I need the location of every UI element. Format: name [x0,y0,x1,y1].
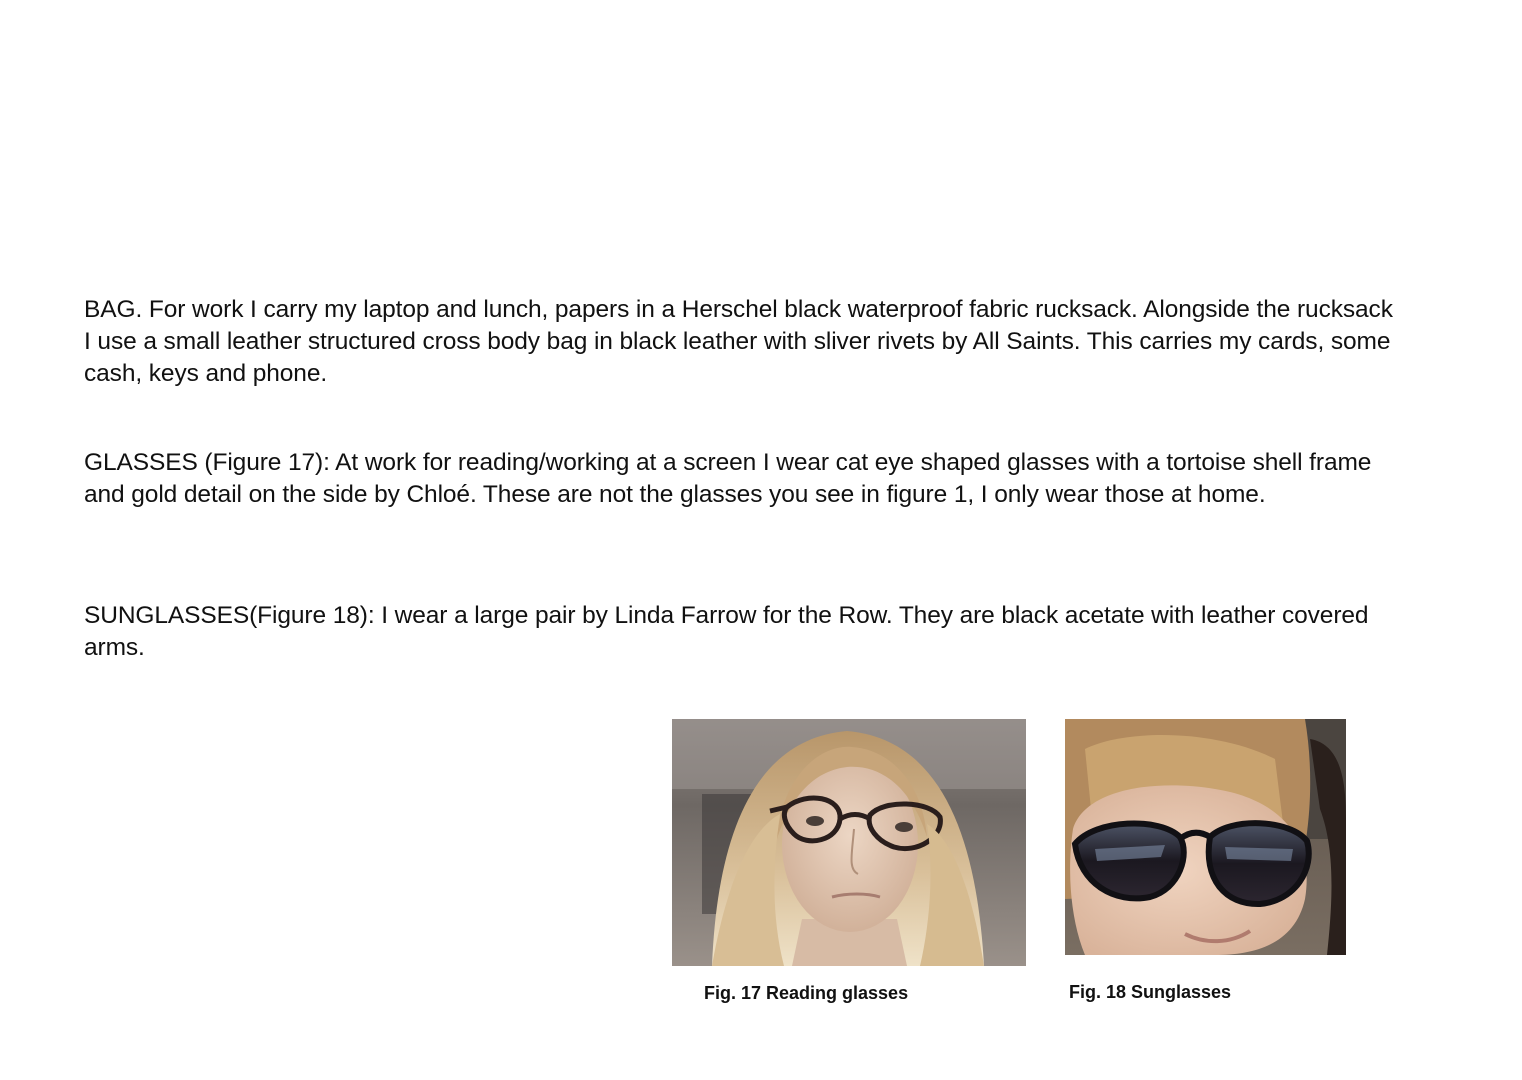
reading-glasses-illustration [672,719,1026,966]
sunglasses-paragraph: SUNGLASSES(Figure 18): I wear a large pair by Linda Farrow for the Row. They are black acetate with leather covered arms. [84,602,1369,661]
bag-paragraph: BAG. For work I carry my laptop and lunch, papers in a Herschel black waterproof fabric rucksack. Alongside the rucksack I use a small leather structured cross body bag in black leather with sliver rivets by All Saints. This carries my cards, some cash, keys and phone. [84,296,1393,387]
sunglasses-illustration [1065,719,1346,955]
fig17-caption: Fig. 17 Reading glasses [704,983,909,1003]
sunglasses-photo [1065,719,1346,955]
reading-glasses-photo [672,719,1026,966]
fig18-caption: Fig. 18 Sunglasses [1069,982,1232,1002]
glasses-paragraph: GLASSES (Figure 17): At work for reading/working at a screen I wear cat eye shaped glasses with a tortoise shell frame and gold detail on the side by Chloé. These are not the glasses you see in figure 1, I only wear those at home. [84,449,1372,508]
